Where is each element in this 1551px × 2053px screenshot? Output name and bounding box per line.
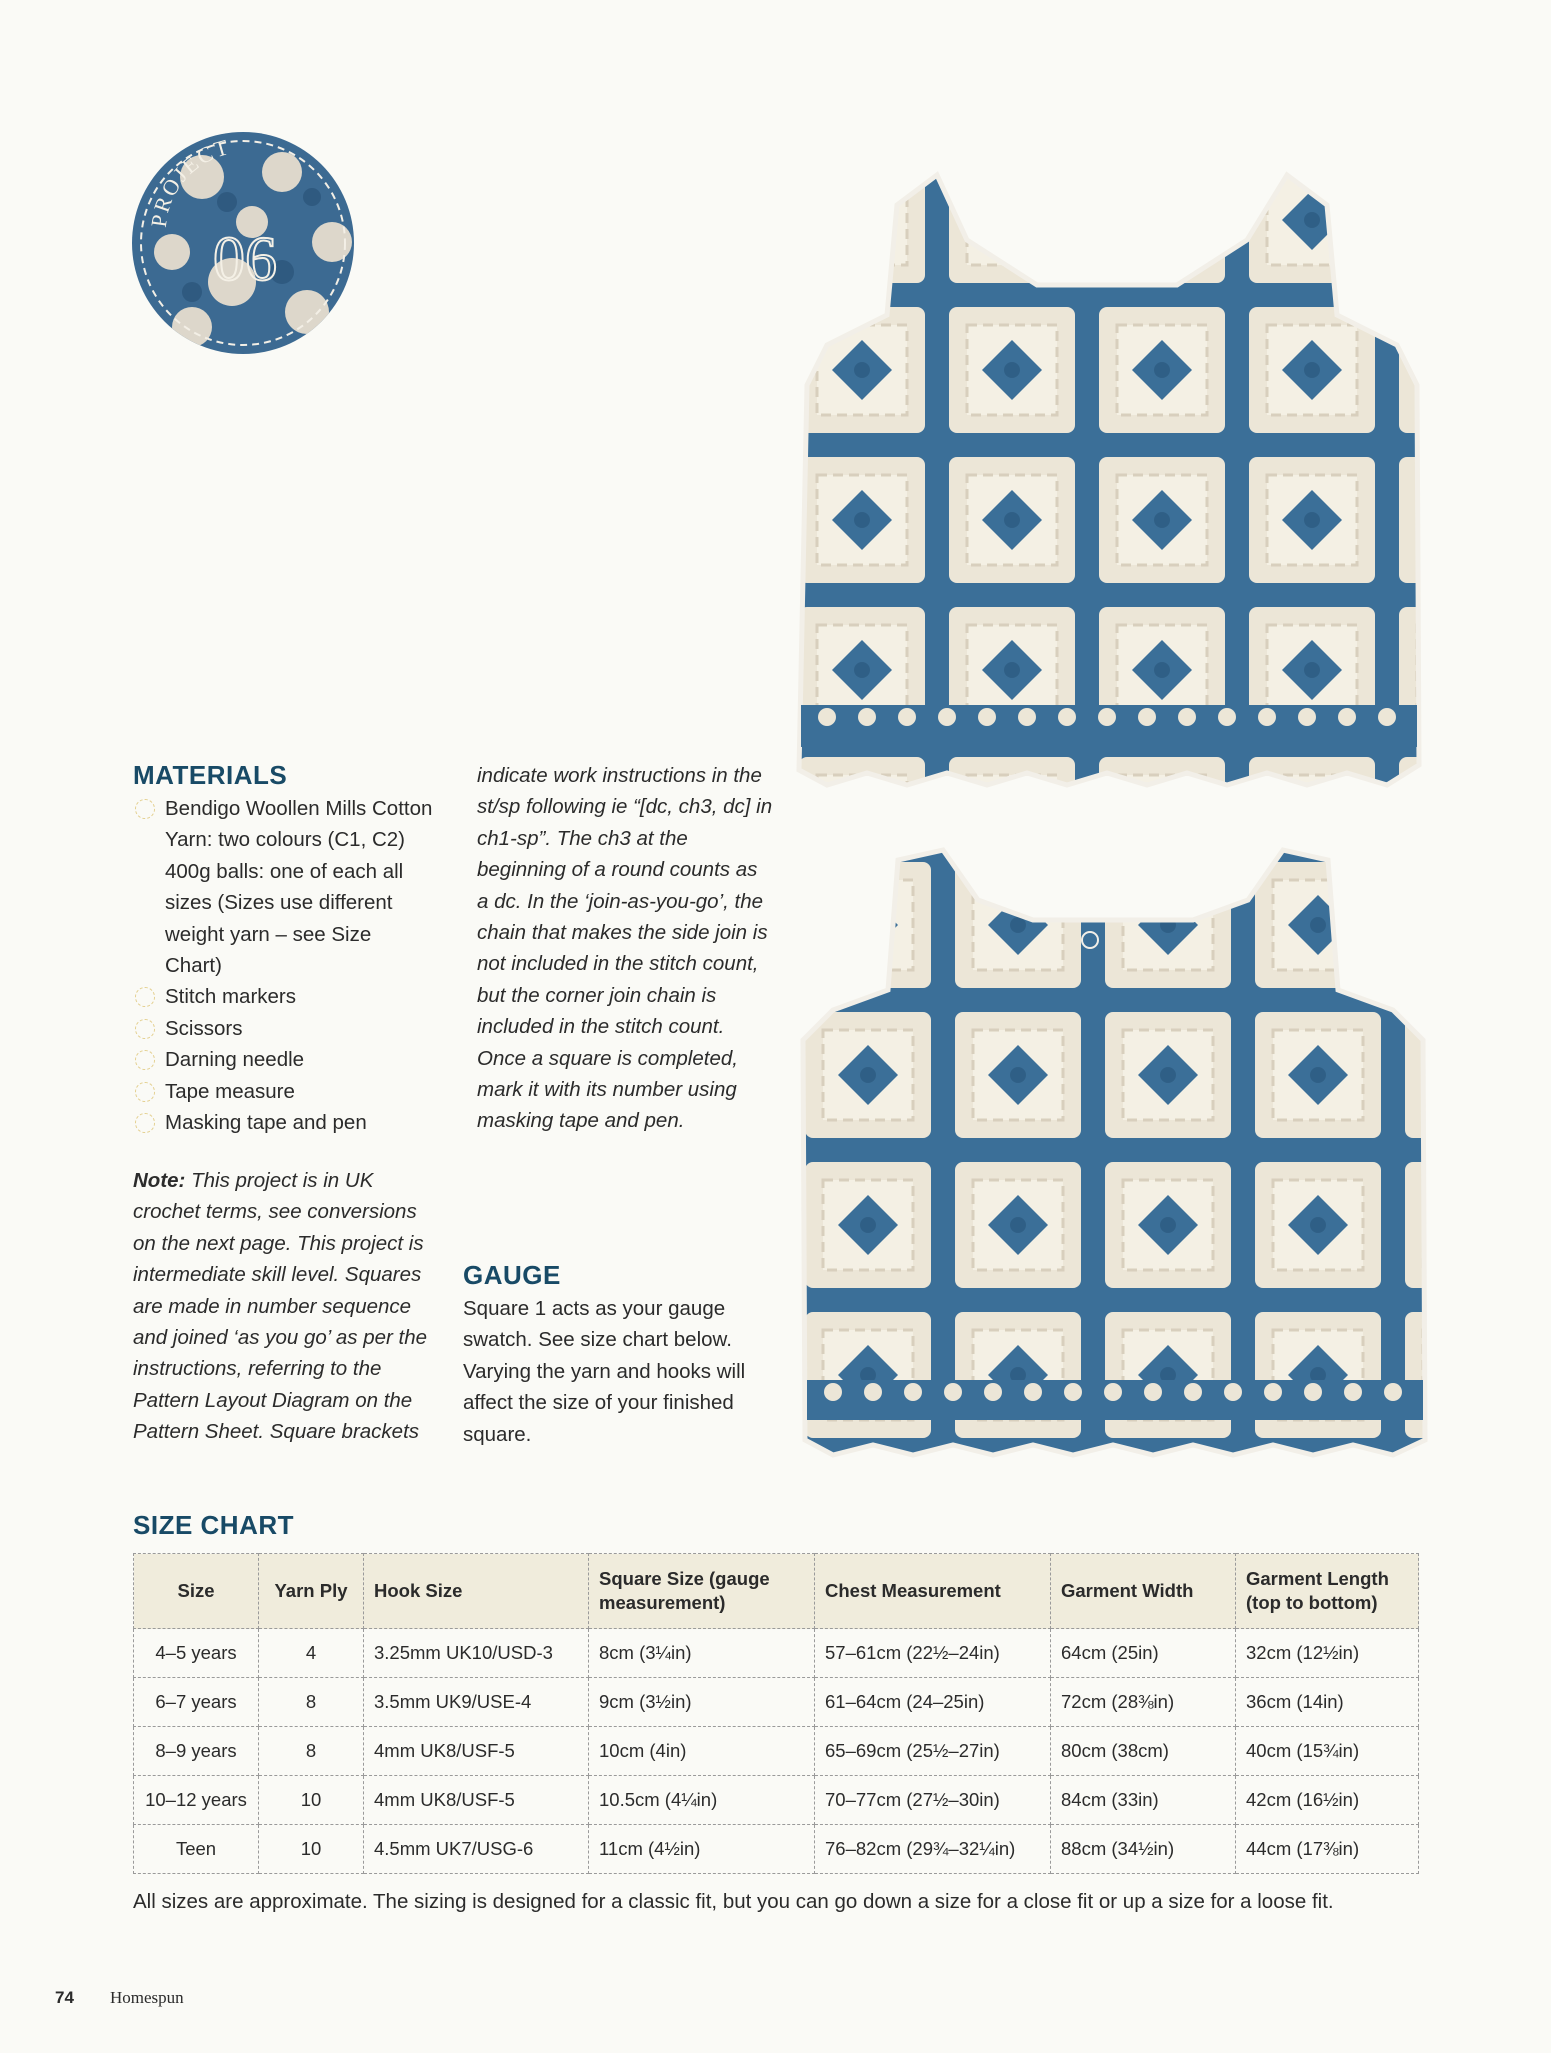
button-icon	[1082, 932, 1098, 948]
list-item: Tape measure	[133, 1076, 433, 1107]
table-cell: 61–64cm (24–25in)	[815, 1678, 1051, 1727]
table-row	[134, 1776, 1419, 1825]
table-cell: 80cm (38cm)	[1051, 1727, 1236, 1776]
note-text: This project is in UK crochet terms, see conversions on the next page. This project is intermediate skill level. Squares are made in number sequence and joined ‘as you go’ as per the instructions, referring to the Pattern Layout Diagram on the Pattern Sheet. Square brackets indicate work instructions in the st/sp following ie “[dc, ch3, dc] in ch1-sp”. The ch3 at the beginning of a round counts as a dc. In the ‘join-as-you-go’, the chain that makes the side join is not included in the stitch count, but the corner join chain is included in the stitch count. Once a square is completed, mark it with its number using masking tape and pen.	[133, 764, 773, 1444]
table-cell: Teen	[134, 1825, 259, 1874]
header-garment-width: Garment Width	[1051, 1554, 1236, 1629]
table-cell: 84cm (33in)	[1051, 1776, 1236, 1825]
header-yarn-ply: Yarn Ply	[259, 1554, 364, 1629]
page-number: 74	[55, 1988, 74, 2007]
table-cell: 36cm (14in)	[1236, 1678, 1419, 1727]
table-cell: 32cm (12½in)	[1236, 1629, 1419, 1678]
table-cell: 64cm (25in)	[1051, 1629, 1236, 1678]
table-cell: 8	[259, 1727, 364, 1776]
gauge-heading: GAUGE	[463, 1260, 561, 1290]
materials-heading: MATERIALS	[133, 760, 288, 790]
table-cell: 8cm (3¼in)	[589, 1629, 815, 1678]
table-cell: 3.5mm UK9/USE-4	[364, 1678, 589, 1727]
table-row	[134, 1678, 1419, 1727]
table-cell: 40cm (15¾in)	[1236, 1727, 1419, 1776]
table-cell: 8–9 years	[134, 1727, 259, 1776]
gauge-text: Square 1 acts as your gauge swatch. See size chart below. Varying the yarn and hooks will affect the size of your finished square.	[463, 1297, 746, 1446]
table-cell: 42cm (16½in)	[1236, 1776, 1419, 1825]
table-cell: 4mm UK8/USF-5	[364, 1776, 589, 1825]
table-cell: 10	[259, 1825, 364, 1874]
table-cell: 57–61cm (22½–24in)	[815, 1629, 1051, 1678]
list-item: Stitch markers	[133, 981, 433, 1012]
table-cell: 9cm (3½in)	[589, 1678, 815, 1727]
table-cell: 6–7 years	[134, 1678, 259, 1727]
table-cell: 70–77cm (27½–30in)	[815, 1776, 1051, 1825]
table-cell: 4mm UK8/USF-5	[364, 1727, 589, 1776]
table-cell: 65–69cm (25½–27in)	[815, 1727, 1051, 1776]
table-cell: 10–12 years	[134, 1776, 259, 1825]
list-item: Darning needle	[133, 1044, 433, 1075]
header-garment-length: Garment Length (top to bottom)	[1236, 1554, 1419, 1629]
table-cell: 10.5cm (4¼in)	[589, 1776, 815, 1825]
table-cell: 88cm (34½in)	[1051, 1825, 1236, 1874]
table-cell: 76–82cm (29¾–32¼in)	[815, 1825, 1051, 1874]
table-header-row	[134, 1554, 1419, 1629]
table-cell: 11cm (4½in)	[589, 1825, 815, 1874]
publication-name: Homespun	[110, 1988, 184, 2007]
table-row	[134, 1629, 1419, 1678]
table-cell: 3.25mm UK10/USD-3	[364, 1629, 589, 1678]
table-cell: 72cm (28⅜in)	[1051, 1678, 1236, 1727]
list-item: Scissors	[133, 1013, 433, 1044]
header-hook-size: Hook Size	[364, 1554, 589, 1629]
table-cell: 44cm (17⅜in)	[1236, 1825, 1419, 1874]
project-badge	[132, 132, 354, 354]
header-square-size: Square Size (gauge measurement)	[589, 1554, 815, 1629]
table-cell: 10cm (4in)	[589, 1727, 815, 1776]
table-cell: 4–5 years	[134, 1629, 259, 1678]
size-chart-table	[133, 1553, 1419, 1874]
size-chart-footnote: All sizes are approximate. The sizing is designed for a classic fit, but you can go down a size for a close fit or up a size for a loose fit.	[133, 1890, 1334, 1913]
table-row	[134, 1825, 1419, 1874]
vest-photo-front	[787, 145, 1427, 795]
list-item: Masking tape and pen	[133, 1107, 433, 1138]
table-cell: 10	[259, 1776, 364, 1825]
list-item: Bendigo Woollen Mills Cotton Yarn: two colours (C1, C2) 400g balls: one of each all sizes (Sizes use different weight yarn – see Size Chart)	[133, 793, 433, 981]
vest-photo-back	[793, 840, 1433, 1465]
table-row	[134, 1727, 1419, 1776]
badge-number: 06	[213, 223, 277, 294]
badge-label: PROJECT	[145, 133, 233, 229]
header-chest: Chest Measurement	[815, 1554, 1051, 1629]
note-label: Note:	[133, 1169, 186, 1192]
table-cell: 8	[259, 1678, 364, 1727]
table-cell: 4.5mm UK7/USG-6	[364, 1825, 589, 1874]
table-cell: 4	[259, 1629, 364, 1678]
size-chart-heading: SIZE CHART	[133, 1510, 294, 1540]
header-size: Size	[134, 1554, 259, 1629]
